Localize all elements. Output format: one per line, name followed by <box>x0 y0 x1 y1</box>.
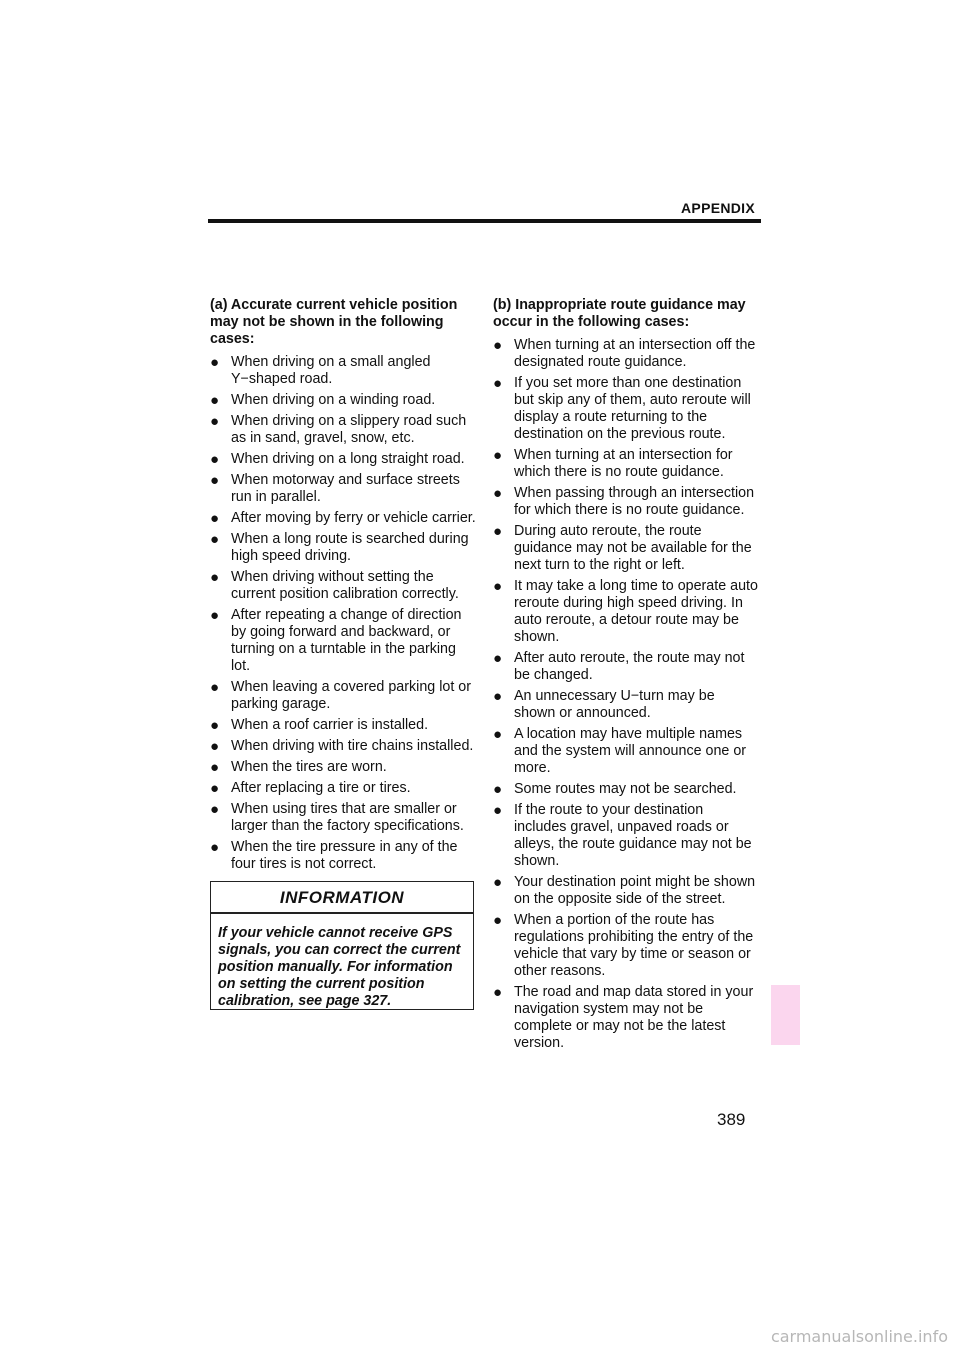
list-item-text: When turning at an intersection for which there is no route guidance. <box>514 447 733 480</box>
list-item-text: When a long route is searched during high speed driving. <box>231 531 469 564</box>
list-item-text: When the tire pressure in any of the four tires is not correct. <box>231 839 458 872</box>
list-item-text: When driving on a slippery road such as in sand, gravel, snow, etc. <box>231 413 467 446</box>
list-item-text: After repeating a change of direction by going forward and backward, or turning on a turntable in the parking lot. <box>231 607 462 674</box>
list-item-text: When the tires are worn. <box>231 759 387 775</box>
page-number: 389 <box>717 1110 746 1129</box>
list-item <box>210 569 476 603</box>
list-item <box>210 531 476 565</box>
list-item <box>493 485 759 519</box>
list-item-text: When a roof carrier is installed. <box>231 717 429 733</box>
list-item-text: Your destination point might be shown on the opposite side of the street. <box>514 874 756 907</box>
header-rule <box>208 219 761 223</box>
list-item <box>493 578 759 646</box>
section-header-label: APPENDIX <box>681 200 755 216</box>
bullet-icon: ● <box>493 650 503 667</box>
list-item-text: When using tires that are smaller or larger than the factory specifications. <box>231 801 464 834</box>
bullet-icon: ● <box>493 688 503 705</box>
list-item-text: It may take a long time to operate auto reroute during high speed driving. In auto reroute, a detour route may be shown. <box>514 578 758 645</box>
bullet-icon: ● <box>210 607 220 624</box>
bullet-icon: ● <box>210 472 220 489</box>
bullet-icon: ● <box>493 802 503 819</box>
bullet-icon: ● <box>493 912 503 929</box>
list-item <box>210 759 476 776</box>
bullet-icon: ● <box>210 392 220 409</box>
list-item <box>210 679 476 713</box>
list-item <box>493 726 759 777</box>
bullet-icon: ● <box>493 984 503 1001</box>
list-item <box>493 781 759 798</box>
list-item-text: When driving on a long straight road. <box>231 451 465 467</box>
list-item <box>493 447 759 481</box>
list-item-text: When driving on a small angled Y−shaped road. <box>231 354 431 387</box>
bullet-icon: ● <box>210 531 220 548</box>
bullet-icon: ● <box>210 413 220 430</box>
bullet-icon: ● <box>210 801 220 818</box>
bullet-icon: ● <box>210 510 220 527</box>
list-item <box>493 874 759 908</box>
section-side-tab <box>771 985 800 1045</box>
bullet-icon: ● <box>493 485 503 502</box>
left-bullet-list <box>210 354 476 873</box>
watermark: carmanualsonline.info <box>770 1327 948 1346</box>
list-item <box>493 912 759 980</box>
list-item <box>493 650 759 684</box>
list-item <box>210 472 476 506</box>
list-item-text: After auto reroute, the route may not be changed. <box>514 650 745 683</box>
information-title: INFORMATION <box>279 888 405 907</box>
bullet-icon: ● <box>210 839 220 856</box>
list-item <box>493 802 759 870</box>
bullet-icon: ● <box>210 717 220 734</box>
list-item-text: When driving without setting the current position calibration correctly. <box>231 569 459 602</box>
bullet-icon: ● <box>493 578 503 595</box>
bullet-icon: ● <box>493 781 503 798</box>
information-text: If your vehicle cannot receive GPS signals, you can correct the current position manually. For information on setting the current position calibration, see page 327. <box>218 924 461 1009</box>
list-item-text: Some routes may not be searched. <box>514 781 737 797</box>
information-box <box>210 881 474 1010</box>
list-item <box>210 839 476 873</box>
bullet-icon: ● <box>493 375 503 392</box>
list-item-text: A location may have multiple names and the system will announce one or more. <box>514 726 747 776</box>
list-item-text: When passing through an intersection for which there is no route guidance. <box>514 485 755 518</box>
list-item-text: When driving with tire chains installed. <box>231 738 474 754</box>
list-item <box>493 523 759 574</box>
list-item-text: When turning at an intersection off the designated route guidance. <box>514 337 756 370</box>
list-item <box>210 451 476 468</box>
list-item <box>210 780 476 797</box>
list-item-text: After replacing a tire or tires. <box>231 780 411 796</box>
list-item <box>493 375 759 443</box>
bullet-icon: ● <box>210 354 220 371</box>
bullet-icon: ● <box>210 759 220 776</box>
list-item-text: If you set more than one destination but skip any of them, auto reroute will display a route returning to the destination on the previous route. <box>514 375 751 442</box>
list-item <box>210 413 476 447</box>
bullet-icon: ● <box>493 447 503 464</box>
list-item <box>210 717 476 734</box>
list-item <box>210 738 476 755</box>
list-item <box>493 688 759 722</box>
right-heading: (b) Inappropriate route guidance may occur in the following cases: <box>493 297 746 330</box>
list-item-text: When leaving a covered parking lot or parking garage. <box>231 679 472 712</box>
bullet-icon: ● <box>493 726 503 743</box>
list-item <box>210 392 476 409</box>
list-item <box>493 337 759 371</box>
right-bullet-list <box>493 337 759 1052</box>
list-item <box>210 354 476 388</box>
bullet-icon: ● <box>210 569 220 586</box>
list-item-text: An unnecessary U−turn may be shown or announced. <box>514 688 715 721</box>
left-heading: (a) Accurate current vehicle position may not be shown in the following cases: <box>210 297 458 347</box>
list-item-text: During auto reroute, the route guidance may not be available for the next turn to the right or left. <box>514 523 752 573</box>
list-item-text: After moving by ferry or vehicle carrier. <box>231 510 476 526</box>
list-item <box>210 607 476 675</box>
bullet-icon: ● <box>210 451 220 468</box>
list-item-text: When motorway and surface streets run in parallel. <box>231 472 460 505</box>
list-item <box>210 510 476 527</box>
list-item-text: If the route to your destination includes gravel, unpaved roads or alleys, the route guidance may not be shown. <box>514 802 752 869</box>
list-item-text: When driving on a winding road. <box>231 392 436 408</box>
bullet-icon: ● <box>210 679 220 696</box>
bullet-icon: ● <box>493 523 503 540</box>
bullet-icon: ● <box>210 738 220 755</box>
list-item <box>210 801 476 835</box>
bullet-icon: ● <box>210 780 220 797</box>
bullet-icon: ● <box>493 874 503 891</box>
right-column <box>493 297 759 1056</box>
list-item-text: When a portion of the route has regulations prohibiting the entry of the vehicle that vary by time or season or other reasons. <box>514 912 754 979</box>
list-item-text: The road and map data stored in your navigation system may not be complete or may not be the latest version. <box>514 984 754 1051</box>
list-item <box>493 984 759 1052</box>
left-column <box>210 297 476 1010</box>
bullet-icon: ● <box>493 337 503 354</box>
